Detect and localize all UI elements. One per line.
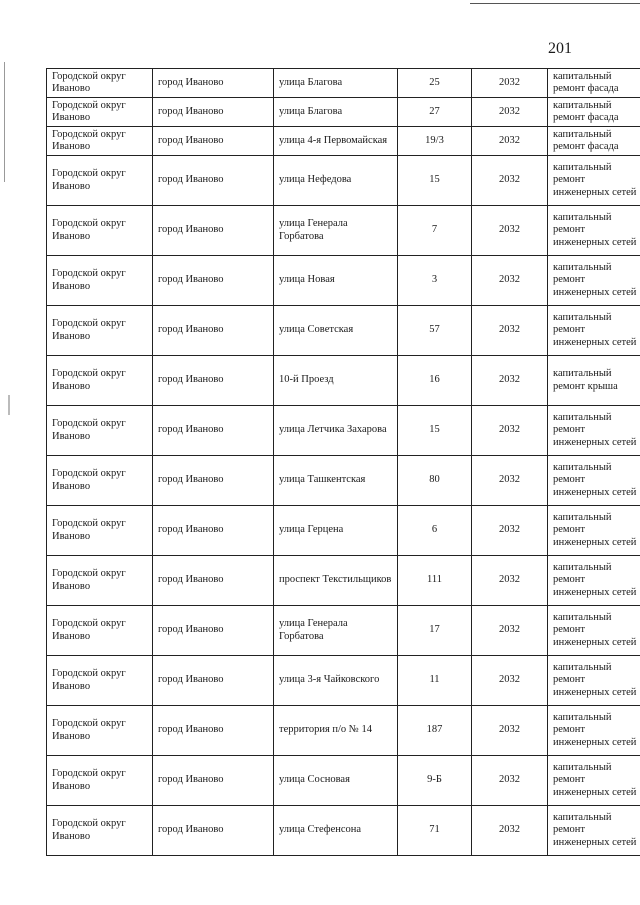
table-row	[47, 706, 640, 756]
cell-street: улица Благова	[274, 69, 398, 98]
cell-street: улица Сосновая	[274, 756, 398, 806]
cell-house-number: 3	[398, 256, 472, 306]
cell-city: город Иваново	[153, 127, 274, 156]
cell-district: Городской округ Иваново	[47, 456, 153, 506]
cell-district: Городской округ Иваново	[47, 256, 153, 306]
cell-city: город Иваново	[153, 756, 274, 806]
table-row	[47, 69, 640, 98]
cell-city: город Иваново	[153, 256, 274, 306]
cell-work-type: капитальный ремонт инженерных сетей	[548, 806, 640, 856]
cell-city: город Иваново	[153, 556, 274, 606]
cell-year: 2032	[472, 556, 548, 606]
cell-city: город Иваново	[153, 306, 274, 356]
cell-work-type: капитальный ремонт инженерных сетей	[548, 506, 640, 556]
table-row	[47, 806, 640, 856]
top-rule	[470, 3, 640, 4]
cell-district: Городской округ Иваново	[47, 127, 153, 156]
cell-house-number: 111	[398, 556, 472, 606]
scan-margin-line	[4, 62, 5, 182]
cell-house-number: 6	[398, 506, 472, 556]
cell-city: город Иваново	[153, 506, 274, 556]
cell-work-type: капитальный ремонт фасада	[548, 98, 640, 127]
cell-house-number: 9-Б	[398, 756, 472, 806]
cell-work-type: капитальный ремонт инженерных сетей	[548, 206, 640, 256]
cell-house-number: 71	[398, 806, 472, 856]
table-row	[47, 306, 640, 356]
cell-house-number: 27	[398, 98, 472, 127]
cell-work-type: капитальный ремонт инженерных сетей	[548, 606, 640, 656]
cell-year: 2032	[472, 356, 548, 406]
cell-city: город Иваново	[153, 456, 274, 506]
cell-district: Городской округ Иваново	[47, 656, 153, 706]
table-row	[47, 127, 640, 156]
cell-work-type: капитальный ремонт инженерных сетей	[548, 706, 640, 756]
cell-house-number: 187	[398, 706, 472, 756]
cell-house-number: 57	[398, 306, 472, 356]
cell-district: Городской округ Иваново	[47, 506, 153, 556]
cell-city: город Иваново	[153, 206, 274, 256]
cell-street: улица Герцена	[274, 506, 398, 556]
cell-city: город Иваново	[153, 406, 274, 456]
cell-house-number: 15	[398, 406, 472, 456]
cell-year: 2032	[472, 506, 548, 556]
cell-work-type: капитальный ремонт инженерных сетей	[548, 556, 640, 606]
scan-margin-mark	[8, 395, 10, 415]
cell-year: 2032	[472, 127, 548, 156]
cell-house-number: 15	[398, 156, 472, 206]
cell-street: улица Стефенсона	[274, 806, 398, 856]
cell-district: Городской округ Иваново	[47, 606, 153, 656]
cell-work-type: капитальный ремонт инженерных сетей	[548, 306, 640, 356]
cell-work-type: капитальный ремонт инженерных сетей	[548, 256, 640, 306]
cell-city: город Иваново	[153, 606, 274, 656]
cell-street: улица Летчика Захарова	[274, 406, 398, 456]
table-row	[47, 98, 640, 127]
cell-year: 2032	[472, 806, 548, 856]
cell-district: Городской округ Иваново	[47, 406, 153, 456]
cell-district: Городской округ Иваново	[47, 806, 153, 856]
repair-schedule-table	[46, 68, 640, 856]
cell-district: Городской округ Иваново	[47, 356, 153, 406]
cell-district: Городской округ Иваново	[47, 206, 153, 256]
cell-year: 2032	[472, 656, 548, 706]
cell-city: город Иваново	[153, 98, 274, 127]
cell-work-type: капитальный ремонт инженерных сетей	[548, 406, 640, 456]
cell-year: 2032	[472, 69, 548, 98]
cell-year: 2032	[472, 756, 548, 806]
cell-house-number: 25	[398, 69, 472, 98]
cell-district: Городской округ Иваново	[47, 306, 153, 356]
cell-city: город Иваново	[153, 156, 274, 206]
cell-street: улица Генерала Горбатова	[274, 206, 398, 256]
table-row	[47, 206, 640, 256]
cell-street: улица 4-я Первомайская	[274, 127, 398, 156]
table-row	[47, 506, 640, 556]
cell-city: город Иваново	[153, 656, 274, 706]
cell-district: Городской округ Иваново	[47, 706, 153, 756]
cell-district: Городской округ Иваново	[47, 556, 153, 606]
table-row	[47, 556, 640, 606]
cell-street: улица 3-я Чайковского	[274, 656, 398, 706]
cell-house-number: 80	[398, 456, 472, 506]
cell-city: город Иваново	[153, 69, 274, 98]
cell-street: улица Генерала Горбатова	[274, 606, 398, 656]
cell-district: Городской округ Иваново	[47, 69, 153, 98]
table-row	[47, 356, 640, 406]
cell-year: 2032	[472, 156, 548, 206]
cell-work-type: капитальный ремонт крыша	[548, 356, 640, 406]
page-number: 201	[548, 40, 572, 57]
cell-street: территория п/о № 14	[274, 706, 398, 756]
cell-work-type: капитальный ремонт инженерных сетей	[548, 656, 640, 706]
cell-street: улица Ташкентская	[274, 456, 398, 506]
table-row	[47, 456, 640, 506]
cell-district: Городской округ Иваново	[47, 98, 153, 127]
cell-street: 10-й Проезд	[274, 356, 398, 406]
cell-district: Городской округ Иваново	[47, 756, 153, 806]
cell-district: Городской округ Иваново	[47, 156, 153, 206]
cell-city: город Иваново	[153, 356, 274, 406]
table-row	[47, 156, 640, 206]
cell-year: 2032	[472, 456, 548, 506]
cell-street: улица Новая	[274, 256, 398, 306]
cell-year: 2032	[472, 206, 548, 256]
cell-year: 2032	[472, 256, 548, 306]
cell-house-number: 16	[398, 356, 472, 406]
cell-work-type: капитальный ремонт инженерных сетей	[548, 156, 640, 206]
table-row	[47, 756, 640, 806]
cell-house-number: 17	[398, 606, 472, 656]
cell-year: 2032	[472, 98, 548, 127]
cell-house-number: 19/3	[398, 127, 472, 156]
table-row	[47, 406, 640, 456]
cell-work-type: капитальный ремонт инженерных сетей	[548, 756, 640, 806]
cell-city: город Иваново	[153, 706, 274, 756]
cell-house-number: 7	[398, 206, 472, 256]
table-row	[47, 256, 640, 306]
cell-year: 2032	[472, 706, 548, 756]
cell-street: проспект Текстильщиков	[274, 556, 398, 606]
cell-year: 2032	[472, 406, 548, 456]
cell-year: 2032	[472, 606, 548, 656]
cell-street: улица Нефедова	[274, 156, 398, 206]
cell-year: 2032	[472, 306, 548, 356]
cell-city: город Иваново	[153, 806, 274, 856]
cell-work-type: капитальный ремонт фасада	[548, 69, 640, 98]
cell-work-type: капитальный ремонт фасада	[548, 127, 640, 156]
cell-work-type: капитальный ремонт инженерных сетей	[548, 456, 640, 506]
table-body	[47, 69, 640, 856]
table-row	[47, 656, 640, 706]
table-row	[47, 606, 640, 656]
cell-street: улица Советская	[274, 306, 398, 356]
cell-street: улица Благова	[274, 98, 398, 127]
cell-house-number: 11	[398, 656, 472, 706]
